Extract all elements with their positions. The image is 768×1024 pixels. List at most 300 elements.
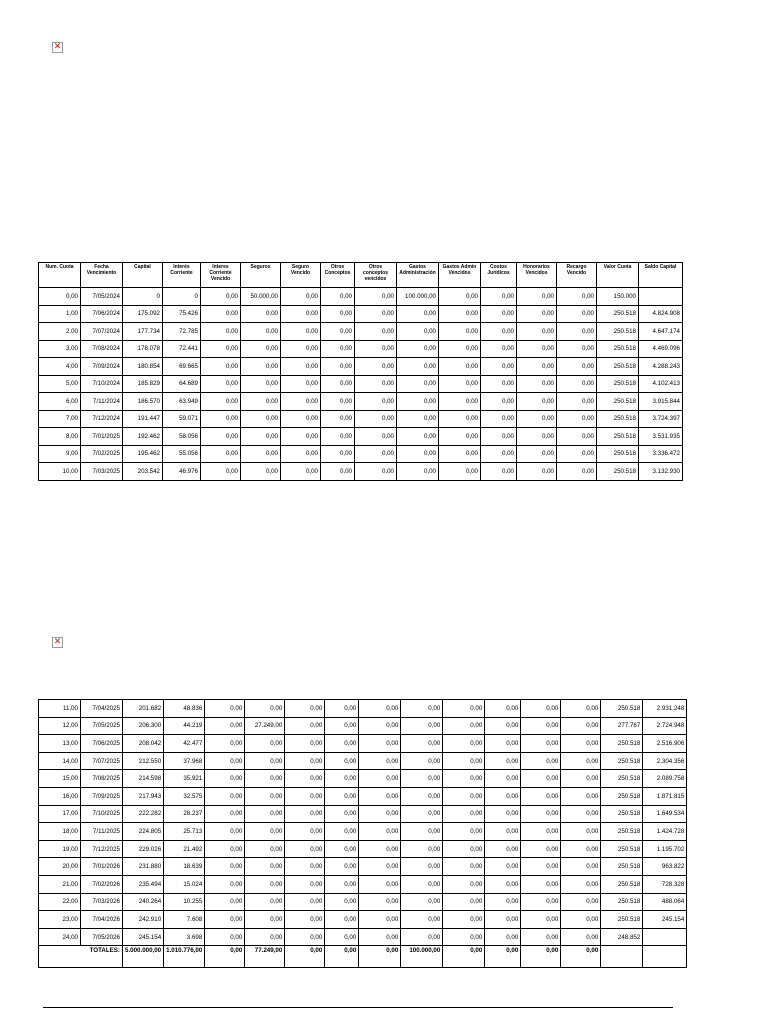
table-cell: 0,00 — [285, 911, 325, 929]
table-cell: 7/04/2025 — [81, 700, 123, 718]
table-cell: 0,00 — [205, 858, 245, 876]
table-cell: 0,00 — [281, 428, 321, 446]
table-cell: 100.000,00 — [397, 288, 439, 306]
table-cell: 0,00 — [561, 752, 601, 770]
table-cell: 0,00 — [557, 463, 597, 481]
table-cell: 0,00 — [205, 823, 245, 841]
table-cell: 0,00 — [443, 893, 485, 911]
table-cell: 0,00 — [557, 393, 597, 411]
table-cell: 277.767 — [601, 717, 643, 735]
table-cell: 0 — [123, 288, 163, 306]
table-cell: 0,00 — [401, 700, 443, 718]
totals-cell: 0,00 — [359, 946, 401, 968]
table-cell: 250.518 — [601, 823, 643, 841]
table-cell: 0,00 — [439, 410, 481, 428]
table-cell: 0,00 — [557, 305, 597, 323]
table-cell: 0,00 — [355, 445, 397, 463]
table-cell: 1.871.815 — [643, 787, 687, 805]
table-cell: 0,00 — [561, 893, 601, 911]
table-cell: 23,00 — [39, 911, 81, 929]
table-cell: 0,00 — [201, 428, 241, 446]
table-cell: 0,00 — [401, 823, 443, 841]
table-cell: 0,00 — [443, 735, 485, 753]
table-row — [39, 735, 687, 753]
table-cell: 212.550 — [123, 752, 164, 770]
table-cell: 7/09/2024 — [81, 358, 123, 376]
table-cell: 3.724.397 — [639, 410, 683, 428]
column-header: Interes Corriente Vencido — [201, 263, 241, 288]
table-cell: 0,00 — [205, 928, 245, 946]
table-cell: 0,00 — [443, 875, 485, 893]
table-cell: 50.000,00 — [241, 288, 281, 306]
table-cell: 0,00 — [443, 752, 485, 770]
table-cell: 203.542 — [123, 463, 163, 481]
table-cell: 0,00 — [205, 717, 245, 735]
table-cell: 7/01/2025 — [81, 428, 123, 446]
table-cell: 0,00 — [205, 893, 245, 911]
table-row — [39, 393, 683, 411]
table-cell: 7/11/2025 — [81, 823, 123, 841]
table-cell: 0,00 — [517, 340, 557, 358]
table-cell: 8,00 — [39, 428, 81, 446]
table-cell: 0,00 — [401, 858, 443, 876]
table-row — [39, 911, 687, 929]
table-cell: 7/06/2024 — [81, 305, 123, 323]
table-cell: 150.000 — [597, 288, 639, 306]
table-cell: 0,00 — [561, 787, 601, 805]
table-cell: 0,00 — [325, 717, 359, 735]
table-cell: 0,00 — [521, 700, 561, 718]
table-cell: 0,00 — [321, 340, 355, 358]
table-cell: 0,00 — [359, 928, 401, 946]
totals-cell: 5.000.000,00 — [123, 946, 164, 968]
table-cell: 0,00 — [517, 288, 557, 306]
broken-image-icon: ✕ — [53, 42, 62, 52]
table-cell: 0,00 — [517, 305, 557, 323]
table-cell: 17,00 — [39, 805, 81, 823]
totals-label: TOTALES: — [39, 946, 123, 968]
table-cell: 0,00 — [481, 375, 517, 393]
table-cell: 0,00 — [561, 805, 601, 823]
table-cell: 7/06/2025 — [81, 735, 123, 753]
table-cell: 242.910 — [123, 911, 164, 929]
table-row — [39, 410, 683, 428]
table-cell: 0,00 — [401, 911, 443, 929]
table-cell: 0,00 — [355, 393, 397, 411]
table-cell: 250.518 — [597, 375, 639, 393]
table-cell: 19,00 — [39, 840, 81, 858]
table-cell: 0,00 — [521, 805, 561, 823]
table-cell: 7/08/2025 — [81, 770, 123, 788]
column-header: Gastos Administración — [397, 263, 439, 288]
table-cell: 0,00 — [439, 428, 481, 446]
table-cell: 0,00 — [397, 305, 439, 323]
table-cell: 0,00 — [281, 375, 321, 393]
table-cell: 0,00 — [205, 770, 245, 788]
table-cell: 0,00 — [245, 823, 285, 841]
table-cell: 0,00 — [245, 770, 285, 788]
table-cell: 250.518 — [597, 463, 639, 481]
table-cell: 0,00 — [245, 787, 285, 805]
table-cell: 55.056 — [163, 445, 201, 463]
table-cell: 0,00 — [355, 358, 397, 376]
table-cell: 250.518 — [597, 410, 639, 428]
table-cell: 0,00 — [561, 858, 601, 876]
table-cell: 16,00 — [39, 787, 81, 805]
table-cell: 0,00 — [557, 323, 597, 341]
table-cell: 0,00 — [481, 288, 517, 306]
table-cell: 7/12/2024 — [81, 410, 123, 428]
table-cell: 0,00 — [285, 928, 325, 946]
table-cell: 0,00 — [439, 375, 481, 393]
broken-image-icon: ✕ — [53, 637, 62, 647]
table-cell: 0,00 — [201, 305, 241, 323]
table-cell: 0,00 — [443, 805, 485, 823]
table-cell: 0,00 — [39, 288, 81, 306]
table-cell: 0,00 — [245, 735, 285, 753]
table-cell: 0,00 — [401, 787, 443, 805]
table-cell: 250.518 — [597, 323, 639, 341]
totals-cell: 0,00 — [521, 946, 561, 968]
table-row — [39, 288, 683, 306]
totals-cell: 1.010.776,00 — [164, 946, 205, 968]
table-cell: 0,00 — [561, 928, 601, 946]
table-cell: 4.647.174 — [639, 323, 683, 341]
table-cell: 0,00 — [325, 893, 359, 911]
table-row — [39, 717, 687, 735]
table-row — [39, 375, 683, 393]
table-cell: 0,00 — [321, 358, 355, 376]
table-cell: 0,00 — [517, 410, 557, 428]
table-cell: 0,00 — [401, 735, 443, 753]
table-cell: 192.462 — [123, 428, 163, 446]
table-cell: 0,00 — [201, 323, 241, 341]
table-cell: 0,00 — [355, 288, 397, 306]
table-cell: 13,00 — [39, 735, 81, 753]
table-cell: 0,00 — [325, 928, 359, 946]
table-cell: 0,00 — [443, 787, 485, 805]
table-cell: 0,00 — [205, 700, 245, 718]
table-row — [39, 823, 687, 841]
table-cell: 27.249,00 — [245, 717, 285, 735]
table-cell: 250.518 — [597, 305, 639, 323]
table-cell: 7,00 — [39, 410, 81, 428]
table-cell: 0,00 — [443, 840, 485, 858]
table-cell: 0,00 — [281, 305, 321, 323]
table-cell: 0,00 — [355, 340, 397, 358]
table-cell: 0,00 — [481, 410, 517, 428]
table-cell: 0,00 — [241, 393, 281, 411]
column-header: Num. Cuota — [39, 263, 81, 288]
totals-cell — [601, 946, 643, 968]
table-cell: 728.328 — [643, 875, 687, 893]
table-cell: 28.237 — [164, 805, 205, 823]
table-cell: 0,00 — [205, 875, 245, 893]
table-cell: 0,00 — [325, 735, 359, 753]
column-header: Honorarios Vencidos — [517, 263, 557, 288]
table-cell: 0,00 — [285, 858, 325, 876]
column-header: Gastos Admin Vencidos — [439, 263, 481, 288]
table-cell: 175.092 — [123, 305, 163, 323]
table-cell: 15,00 — [39, 770, 81, 788]
table-cell: 0,00 — [439, 463, 481, 481]
table-cell: 0,00 — [557, 410, 597, 428]
table-cell: 46.976 — [163, 463, 201, 481]
table-cell: 0,00 — [397, 410, 439, 428]
table-cell: 0,00 — [485, 823, 521, 841]
table-cell: 240.264 — [123, 893, 164, 911]
table-cell: 18.639 — [164, 858, 205, 876]
table-cell: 35.921 — [164, 770, 205, 788]
table-cell: 0,00 — [321, 445, 355, 463]
table-cell: 214.598 — [123, 770, 164, 788]
table-cell: 963.822 — [643, 858, 687, 876]
table-cell: 0,00 — [481, 358, 517, 376]
table-row — [39, 858, 687, 876]
table-cell: 1.195.702 — [643, 840, 687, 858]
table-cell: 0,00 — [205, 735, 245, 753]
table-cell: 0,00 — [201, 358, 241, 376]
table-cell: 0,00 — [281, 288, 321, 306]
table-cell: 0,00 — [397, 445, 439, 463]
table-cell: 7/02/2026 — [81, 875, 123, 893]
table-cell: 0,00 — [205, 840, 245, 858]
table-cell: 0,00 — [485, 840, 521, 858]
table-cell: 250.518 — [601, 770, 643, 788]
table-cell: 0,00 — [521, 858, 561, 876]
table-cell: 3.336.472 — [639, 445, 683, 463]
table-cell: 9,00 — [39, 445, 81, 463]
table-cell: 0,00 — [397, 340, 439, 358]
table-cell: 10.255 — [164, 893, 205, 911]
table-cell: 0,00 — [205, 805, 245, 823]
table-cell: 0,00 — [561, 840, 601, 858]
table-cell: 0,00 — [521, 770, 561, 788]
table-cell: 0,00 — [359, 717, 401, 735]
table-cell: 0,00 — [481, 305, 517, 323]
totals-cell: 0,00 — [561, 946, 601, 968]
table-cell: 6,00 — [39, 393, 81, 411]
table-cell: 0,00 — [355, 323, 397, 341]
table-cell — [643, 928, 687, 946]
table-cell: 0,00 — [245, 858, 285, 876]
table-cell: 0,00 — [557, 445, 597, 463]
table-cell: 178.078 — [123, 340, 163, 358]
table-cell: 7/04/2026 — [81, 911, 123, 929]
footer-divider — [43, 1007, 673, 1008]
table-cell: 0,00 — [517, 463, 557, 481]
table-cell: 58.056 — [163, 428, 201, 446]
table-cell: 2.089.758 — [643, 770, 687, 788]
table-cell: 0,00 — [557, 340, 597, 358]
table-cell: 7/08/2024 — [81, 340, 123, 358]
table-cell: 1.649.534 — [643, 805, 687, 823]
table-cell: 0,00 — [521, 752, 561, 770]
table-cell: 0,00 — [359, 752, 401, 770]
table-cell: 0,00 — [481, 445, 517, 463]
table-row — [39, 770, 687, 788]
table-cell: 250.518 — [601, 787, 643, 805]
column-header: Valor Cuota — [597, 263, 639, 288]
table-row — [39, 840, 687, 858]
totals-row — [39, 946, 687, 968]
table-cell: 250.518 — [597, 445, 639, 463]
table-cell: 231.880 — [123, 858, 164, 876]
table-cell: 0,00 — [359, 787, 401, 805]
column-header: Costos Jurídicos — [481, 263, 517, 288]
column-header: Otros Conceptos — [321, 263, 355, 288]
column-header: Capital — [123, 263, 163, 288]
table-cell: 0,00 — [359, 735, 401, 753]
table-row — [39, 463, 683, 481]
table-cell: 5,00 — [39, 375, 81, 393]
table-cell: 0,00 — [201, 288, 241, 306]
table-cell: 0,00 — [241, 428, 281, 446]
table-cell: 0,00 — [521, 875, 561, 893]
table-cell: 217.943 — [123, 787, 164, 805]
table-cell: 0,00 — [241, 340, 281, 358]
table-cell: 22,00 — [39, 893, 81, 911]
table-cell: 0,00 — [517, 375, 557, 393]
table-cell: 0,00 — [439, 445, 481, 463]
table-row — [39, 445, 683, 463]
table-cell: 0,00 — [439, 288, 481, 306]
amortization-table-page-1 — [38, 262, 683, 481]
table-cell: 0,00 — [397, 323, 439, 341]
table-cell: 250.518 — [601, 911, 643, 929]
table-cell: 0,00 — [485, 752, 521, 770]
table-cell: 0,00 — [521, 911, 561, 929]
table-cell: 0,00 — [397, 393, 439, 411]
table-cell: 0,00 — [439, 358, 481, 376]
table-cell: 0,00 — [355, 375, 397, 393]
table-row — [39, 700, 687, 718]
table-cell: 0,00 — [557, 288, 597, 306]
totals-cell: 0,00 — [205, 946, 245, 968]
table-cell: 250.518 — [601, 875, 643, 893]
table-cell: 250.518 — [601, 893, 643, 911]
table-cell: 0,00 — [521, 893, 561, 911]
table-cell: 0,00 — [205, 752, 245, 770]
table-cell: 250.518 — [597, 358, 639, 376]
table-row — [39, 323, 683, 341]
table-cell: 0,00 — [205, 911, 245, 929]
table-cell: 0,00 — [517, 358, 557, 376]
table-cell: 0,00 — [401, 928, 443, 946]
table-cell: 0,00 — [481, 428, 517, 446]
table-cell: 7/07/2025 — [81, 752, 123, 770]
table-cell: 0,00 — [401, 893, 443, 911]
table-cell: 0,00 — [325, 840, 359, 858]
table-cell: 224.805 — [123, 823, 164, 841]
table-cell: 7/11/2024 — [81, 393, 123, 411]
table-cell: 0,00 — [285, 770, 325, 788]
table-cell: 0,00 — [325, 823, 359, 841]
table-cell: 0,00 — [485, 717, 521, 735]
table-cell: 7/02/2025 — [81, 445, 123, 463]
table-cell: 0,00 — [285, 875, 325, 893]
table-cell: 0,00 — [355, 305, 397, 323]
table-cell: 2.304.356 — [643, 752, 687, 770]
column-header: Fecha Vencimiento — [81, 263, 123, 288]
table-cell: 186.570 — [123, 393, 163, 411]
totals-cell — [643, 946, 687, 968]
table-row — [39, 428, 683, 446]
table-cell: 0,00 — [245, 700, 285, 718]
table-cell: 0,00 — [285, 840, 325, 858]
column-header: Recargo Vencido — [557, 263, 597, 288]
table-cell: 0,00 — [401, 840, 443, 858]
table-cell: 0,00 — [485, 893, 521, 911]
table-cell: 0,00 — [325, 858, 359, 876]
table-cell: 0,00 — [245, 893, 285, 911]
table-cell: 0,00 — [481, 393, 517, 411]
table-cell: 0 — [163, 288, 201, 306]
table-cell: 0,00 — [557, 358, 597, 376]
table-row — [39, 893, 687, 911]
table-cell: 0,00 — [561, 700, 601, 718]
table-cell: 0,00 — [285, 893, 325, 911]
table-cell: 0,00 — [321, 375, 355, 393]
table-cell: 0,00 — [485, 787, 521, 805]
table-cell: 0,00 — [285, 700, 325, 718]
table-cell: 0,00 — [397, 463, 439, 481]
table-cell: 0,00 — [245, 928, 285, 946]
table-cell: 3.698 — [164, 928, 205, 946]
table-cell: 3.915.844 — [639, 393, 683, 411]
table-cell: 0,00 — [443, 928, 485, 946]
amortization-table-page-2 — [38, 699, 687, 968]
table-cell: 488.064 — [643, 893, 687, 911]
table-cell: 245.154 — [123, 928, 164, 946]
table-cell: 235.494 — [123, 875, 164, 893]
table-cell: 0,00 — [561, 735, 601, 753]
table-cell: 0,00 — [321, 305, 355, 323]
table-cell: 0,00 — [325, 700, 359, 718]
table-cell: 0,00 — [521, 840, 561, 858]
table-cell: 7/05/2026 — [81, 928, 123, 946]
table-cell: 0,00 — [355, 428, 397, 446]
table-cell: 0,00 — [281, 340, 321, 358]
table-cell: 0,00 — [443, 911, 485, 929]
table-cell: 72.441 — [163, 340, 201, 358]
table-cell: 222.282 — [123, 805, 164, 823]
table-cell: 3,00 — [39, 340, 81, 358]
table-cell: 7/05/2025 — [81, 717, 123, 735]
table-cell: 0,00 — [481, 463, 517, 481]
table-cell: 0,00 — [285, 735, 325, 753]
table-cell: 0,00 — [321, 410, 355, 428]
table-cell: 0,00 — [205, 787, 245, 805]
table-cell: 0,00 — [281, 463, 321, 481]
table-cell: 0,00 — [245, 752, 285, 770]
table-cell: 25.713 — [164, 823, 205, 841]
table-cell: 18,00 — [39, 823, 81, 841]
table-row — [39, 340, 683, 358]
table-cell: 201.682 — [123, 700, 164, 718]
table-cell: 11,00 — [39, 700, 81, 718]
table-cell: 32.575 — [164, 787, 205, 805]
table-cell: 177.734 — [123, 323, 163, 341]
table-cell: 3.132.930 — [639, 463, 683, 481]
table-cell: 7/09/2025 — [81, 787, 123, 805]
totals-cell: 0,00 — [443, 946, 485, 968]
table-row — [39, 305, 683, 323]
table-cell: 0,00 — [359, 875, 401, 893]
table-cell: 0,00 — [281, 323, 321, 341]
table-cell: 0,00 — [355, 410, 397, 428]
table-cell: 0,00 — [321, 463, 355, 481]
